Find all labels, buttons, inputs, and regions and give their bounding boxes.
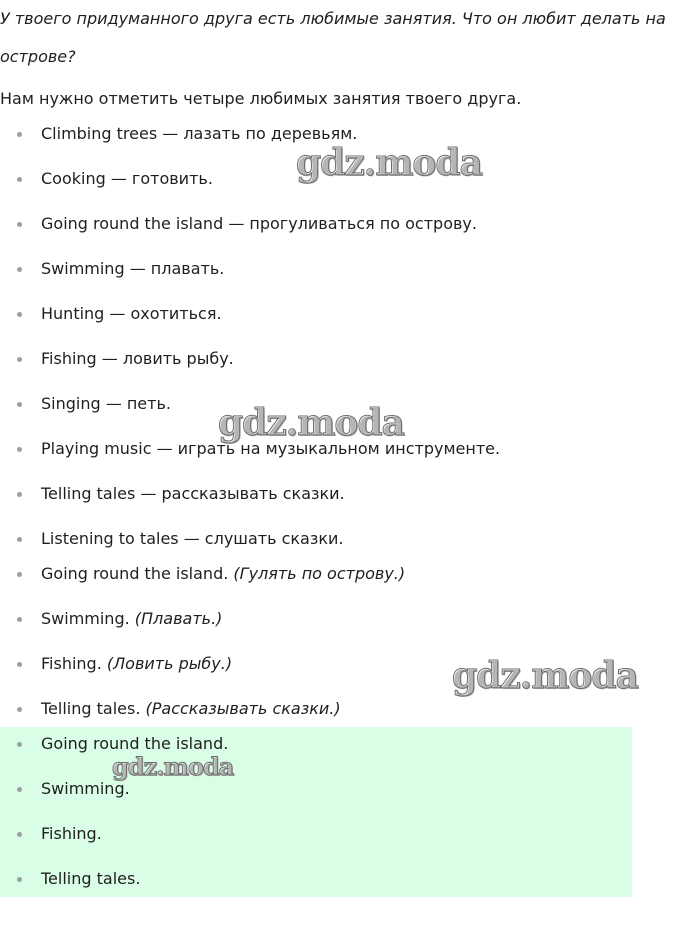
item-text: Hunting — охотиться. xyxy=(41,304,222,323)
bullet-icon xyxy=(17,707,22,712)
item-text xyxy=(41,651,232,677)
bullet-icon xyxy=(17,222,22,227)
item-text: Singing — петь. xyxy=(41,394,171,413)
item-text xyxy=(41,561,405,587)
item-text: Listening to tales — слушать сказки. xyxy=(41,529,344,548)
intro-text: Нам нужно отметить четыре любимых занятия твоего друга. xyxy=(0,89,522,108)
bullet-icon xyxy=(17,742,22,747)
watermark: gdz.moda xyxy=(452,655,638,697)
bullet-icon xyxy=(17,572,22,577)
item-text: Fishing. xyxy=(41,824,102,843)
item-text: Swimming — плавать. xyxy=(41,259,225,278)
watermark: gdz.moda xyxy=(296,142,482,184)
bullet-icon xyxy=(17,402,22,407)
item-label: Telling tales. xyxy=(41,699,141,718)
item-text: Going round the island. xyxy=(41,734,229,753)
bullet-icon xyxy=(17,832,22,837)
bullet-icon xyxy=(17,357,22,362)
bullet-icon xyxy=(17,877,22,882)
bullet-icon xyxy=(17,312,22,317)
bullet-icon xyxy=(17,617,22,622)
bullet-icon xyxy=(17,447,22,452)
item-text: Telling tales — рассказывать сказки. xyxy=(41,484,345,503)
item-text: Playing music — играть на музыкальном инструменте. xyxy=(41,439,501,458)
bullet-icon xyxy=(17,492,22,497)
item-text xyxy=(41,696,341,722)
item-label: Going round the island. xyxy=(41,564,229,583)
bullet-icon xyxy=(17,267,22,272)
item-text: Climbing trees — лазать по деревьям. xyxy=(41,124,358,143)
item-text: Telling tales. xyxy=(41,869,141,888)
item-translation: (Рассказывать сказки.) xyxy=(145,699,341,718)
item-text xyxy=(41,606,222,632)
bullet-icon xyxy=(17,177,22,182)
bullet-icon xyxy=(17,662,22,667)
item-translation: (Ловить рыбу.) xyxy=(106,654,233,673)
item-label: Fishing. xyxy=(41,654,102,673)
item-translation: (Гулять по острову.) xyxy=(233,564,406,583)
item-text: Fishing — ловить рыбу. xyxy=(41,349,234,368)
watermark: gdz.moda xyxy=(112,752,234,781)
item-label: Swimming. xyxy=(41,609,130,628)
bullet-icon xyxy=(17,787,22,792)
question-text: У твоего придуманного друга есть любимые занятия. Что он любит делать на острове? xyxy=(0,9,666,66)
bullet-icon xyxy=(17,132,22,137)
item-text: Swimming. xyxy=(41,779,130,798)
item-translation: (Плавать.) xyxy=(134,609,223,628)
watermark: gdz.moda xyxy=(218,402,404,444)
item-text: Going round the island — прогуливаться по острову. xyxy=(41,214,477,233)
item-text: Cooking — готовить. xyxy=(41,169,213,188)
bullet-icon xyxy=(17,537,22,542)
